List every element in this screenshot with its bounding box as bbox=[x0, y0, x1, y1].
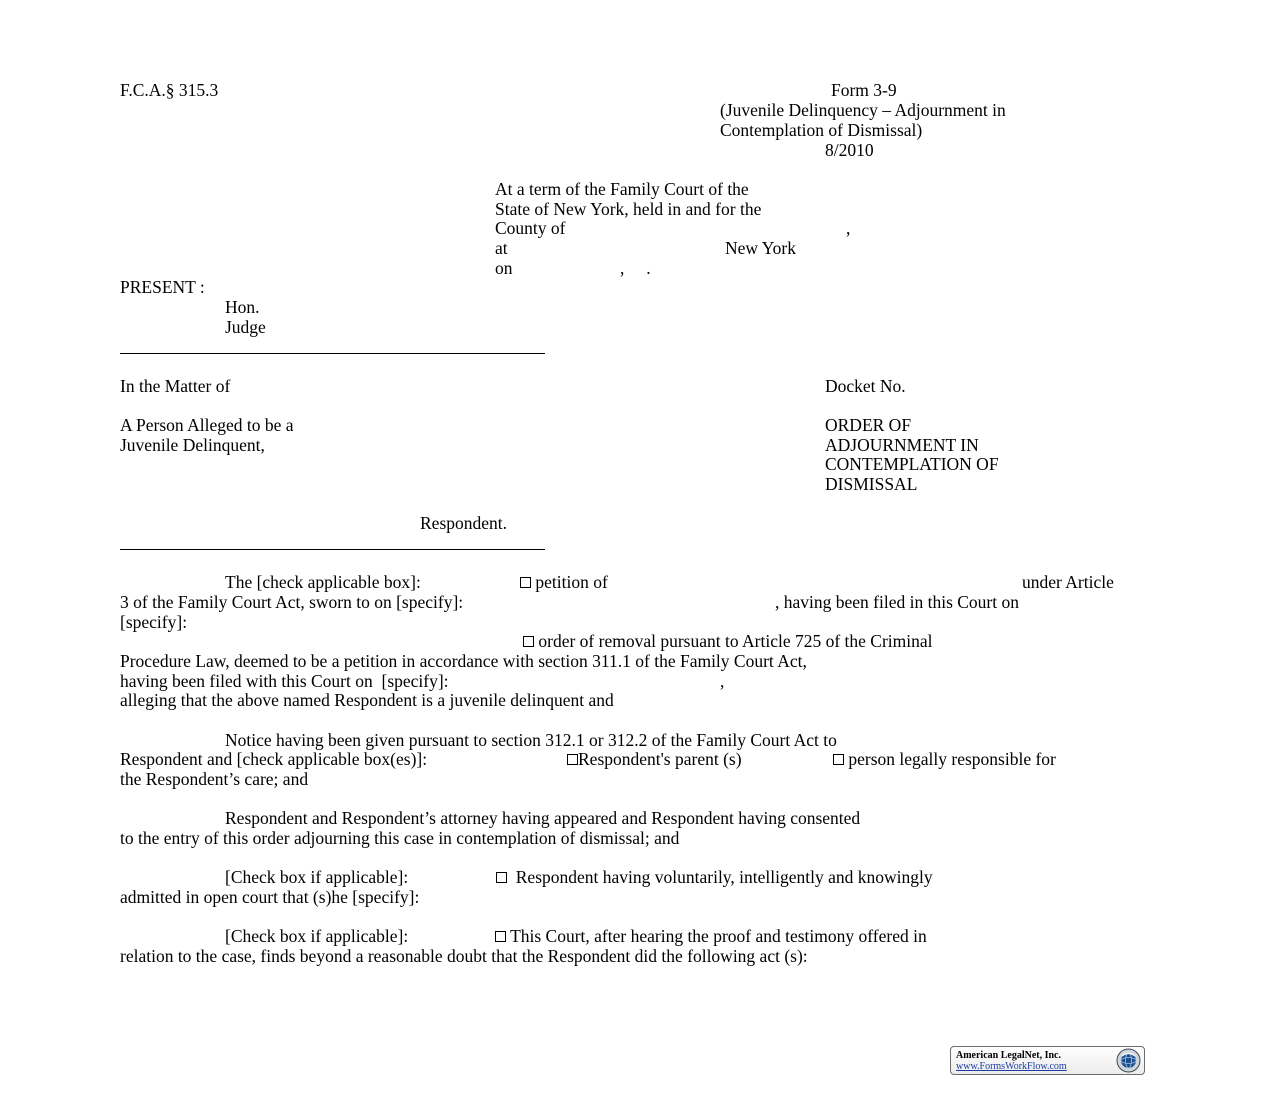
statute-reference: F.C.A.§ 315.3 bbox=[120, 80, 219, 100]
order-title-line-3: CONTEMPLATION OF bbox=[825, 454, 999, 474]
p2-care: the Respondent’s care; and bbox=[120, 769, 309, 789]
court-finding-checkbox[interactable] bbox=[495, 931, 506, 942]
admission-option[interactable] bbox=[496, 868, 933, 888]
removal-order-label: order of removal pursuant to Article 725 of the Criminal bbox=[538, 631, 933, 651]
caption-divider-bottom bbox=[120, 549, 545, 550]
court-finding-label: This Court, after hearing the proof and testimony offered in bbox=[510, 926, 927, 946]
p1-check-prompt: The [check applicable box]: bbox=[225, 572, 421, 592]
p5-line-2: relation to the case, finds beyond a reasonable doubt that the Respondent did the following act (s): bbox=[120, 946, 808, 966]
p1-specify: [specify]: bbox=[120, 612, 188, 632]
p3-line-2: to the entry of this order adjourning this case in contemplation of dismissal; and bbox=[120, 828, 680, 848]
p2-respondent-and: Respondent and [check applicable box(es)]: bbox=[120, 749, 428, 769]
p1-filed-in-court: , having been filed in this Court on bbox=[775, 592, 1019, 612]
admission-checkbox[interactable] bbox=[496, 872, 507, 883]
p1-filed-with-court: having been filed with this Court on [specify]: bbox=[120, 671, 449, 691]
company-name: American LegalNet, Inc. bbox=[956, 1050, 1061, 1061]
p1-procedure-law: Procedure Law, deemed to be a petition in accordance with section 311.1 of the Family Court Act, bbox=[120, 651, 807, 671]
county-label: County of bbox=[495, 218, 566, 238]
person-alleged-line-2: Juvenile Delinquent, bbox=[120, 435, 265, 455]
parent-option-label: Respondent's parent (s) bbox=[578, 749, 742, 769]
court-finding-option[interactable] bbox=[495, 927, 927, 947]
honorable-label: Hon. bbox=[225, 297, 260, 317]
on-label: on bbox=[495, 258, 513, 278]
docket-label: Docket No. bbox=[825, 376, 906, 396]
petition-option[interactable] bbox=[520, 573, 608, 593]
p4-line-2: admitted in open court that (s)he [specify]: bbox=[120, 887, 420, 907]
at-label: at bbox=[495, 238, 508, 258]
form-description-line-2: Contemplation of Dismissal) bbox=[720, 120, 923, 140]
p3-line-1: Respondent and Respondent’s attorney having appeared and Respondent having consented bbox=[225, 808, 861, 828]
order-title-line-2: ADJOURNMENT IN bbox=[825, 435, 979, 455]
forms-workflow-badge[interactable] bbox=[950, 1046, 1145, 1075]
present-label: PRESENT : bbox=[120, 277, 205, 297]
removal-order-option[interactable] bbox=[523, 632, 933, 652]
legally-responsible-label: person legally responsible for bbox=[848, 749, 1056, 769]
form-date: 8/2010 bbox=[825, 140, 874, 160]
respondent-label: Respondent. bbox=[420, 513, 508, 533]
p1-alleging: alleging that the above named Respondent is a juvenile delinquent and bbox=[120, 690, 614, 710]
petition-checkbox[interactable] bbox=[520, 577, 531, 588]
p4-check-prompt: [Check box if applicable]: bbox=[225, 867, 409, 887]
legally-responsible-option[interactable] bbox=[833, 750, 1056, 770]
parent-checkbox[interactable] bbox=[567, 754, 578, 765]
petition-option-label: petition of bbox=[535, 572, 608, 592]
county-comma: , bbox=[846, 218, 851, 238]
p2-notice: Notice having been given pursuant to section 312.1 or 312.2 of the Family Court Act to bbox=[225, 730, 837, 750]
removal-order-checkbox[interactable] bbox=[523, 636, 534, 647]
form-number: Form 3-9 bbox=[831, 80, 897, 100]
p1-line-2: 3 of the Family Court Act, sworn to on [specify]: bbox=[120, 592, 464, 612]
court-term-line-2: State of New York, held in and for the bbox=[495, 199, 762, 219]
p1-under-article: under Article bbox=[1022, 572, 1114, 592]
state-name: New York bbox=[725, 238, 796, 258]
legally-responsible-checkbox[interactable] bbox=[833, 754, 844, 765]
admission-label: Respondent having voluntarily, intelligently and knowingly bbox=[515, 867, 933, 887]
person-alleged-line-1: A Person Alleged to be a bbox=[120, 415, 294, 435]
judge-label: Judge bbox=[225, 317, 266, 337]
date-separators: , . bbox=[620, 258, 651, 278]
p1-comma: , bbox=[720, 671, 725, 691]
matter-label: In the Matter of bbox=[120, 376, 231, 396]
globe-logo-icon bbox=[1116, 1048, 1141, 1073]
p5-check-prompt: [Check box if applicable]: bbox=[225, 926, 409, 946]
form-description-line-1: (Juvenile Delinquency – Adjournment in bbox=[720, 100, 1006, 120]
parent-option[interactable] bbox=[567, 750, 742, 770]
company-url-link[interactable]: www.FormsWorkFlow.com bbox=[956, 1061, 1067, 1072]
caption-divider-top bbox=[120, 353, 545, 354]
court-term-line-1: At a term of the Family Court of the bbox=[495, 179, 749, 199]
order-title-line-1: ORDER OF bbox=[825, 415, 912, 435]
order-title-line-4: DISMISSAL bbox=[825, 474, 918, 494]
